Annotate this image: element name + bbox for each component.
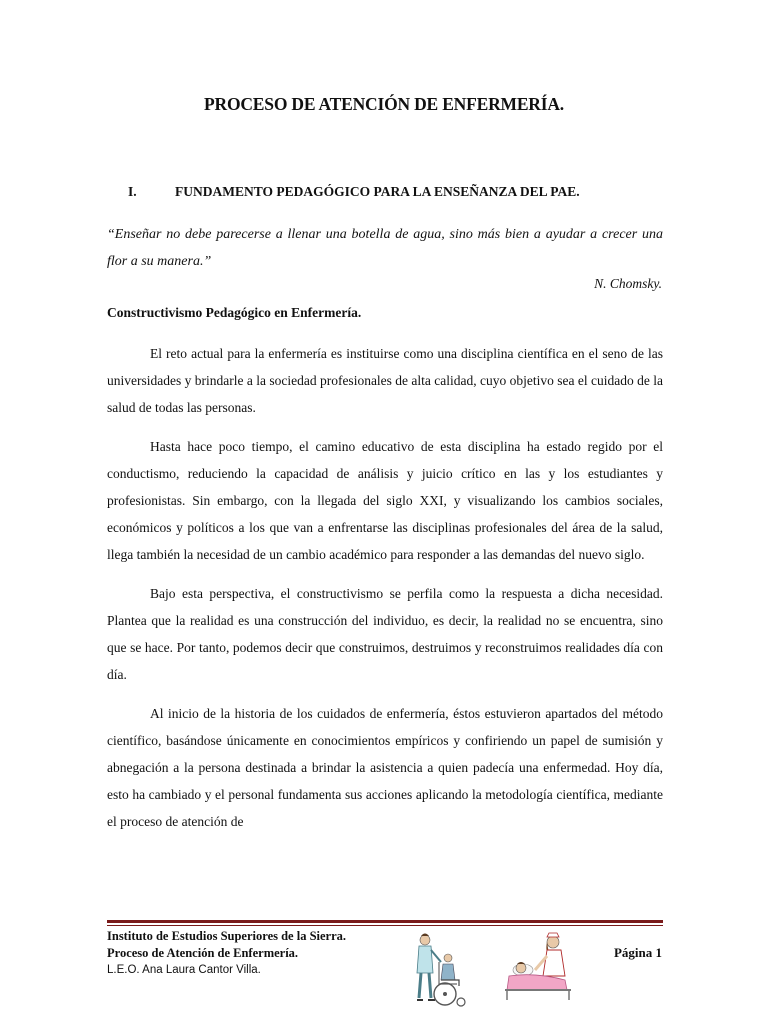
- paragraph: Al inicio de la historia de los cuidados de enfermería, éstos estuvieron apartados del método científico, basándose únicamente en conocimientos empíricos y confiriendo un papel de sumisión y abnegación a la persona destinada a brindar la asistencia a quien padecía una enfermedad. Hoy día, esto ha cambiado y el personal fundamenta sus acciones aplicando la metodología científica, mediante el proceso de atención de: [107, 706, 663, 829]
- body-text: [107, 340, 663, 847]
- page-title: PROCESO DE ATENCIÓN DE ENFERMERÍA.: [204, 94, 564, 114]
- footer-rule: [107, 920, 663, 926]
- page-number: Página 1: [613, 945, 662, 960]
- paragraph: Hasta hace poco tiempo, el camino educativo de esta disciplina ha estado regido por el conductismo, reduciendo la capacidad de análisis y juicio crítico en las y los estudiantes y profesionistas. Sin embargo, con la llegada del siglo XXI, y visualizando los cambios sociales, económicos y políticos a los que van a enfrentarse las disciplinas profesionales del área de la salud, llega también la necesidad de un cambio académico para responder a las demandas del nuevo siglo.: [107, 439, 663, 562]
- subheading: Constructivismo Pedagógico en Enfermería.: [107, 305, 362, 320]
- nurse-wheelchair-illustration: [393, 928, 468, 1018]
- footer-author: L.E.O. Ana Laura Cantor Villa.: [107, 964, 261, 976]
- paragraph: El reto actual para la enfermería es instituirse como una disciplina científica en el seno de las universidades y brindarle a la sociedad profesionales de alta calidad, cuyo objetivo sea el cuidado de la salud de todas las personas.: [107, 346, 663, 415]
- paragraph: Bajo esta perspectiva, el constructivismo se perfila como la respuesta a dicha necesidad. Plantea que la realidad es una construcción del individuo, es decir, la realidad no se encuentra, sino que se hace. Por tanto, podemos decir que construimos, destruimos y reconstruimos realidades día con día.: [107, 586, 663, 682]
- quote: “Enseñar no debe parecerse a llenar una botella de agua, sino más bien a ayudar a crecer una flor a su manera.”: [107, 227, 663, 269]
- footer-document: Proceso de Atención de Enfermería.: [107, 946, 299, 960]
- footer-institution: Instituto de Estudios Superiores de la Sierra.: [107, 929, 347, 943]
- footer-left: [107, 928, 346, 979]
- section-number: I.: [128, 184, 137, 199]
- quote-author: N. Chomsky.: [594, 276, 662, 291]
- nurse-patient-illustration: [495, 930, 580, 1005]
- section-heading-text: FUNDAMENTO PEDAGÓGICO PARA LA ENSEÑANZA DEL PAE.: [175, 184, 580, 199]
- section-heading: [128, 184, 580, 200]
